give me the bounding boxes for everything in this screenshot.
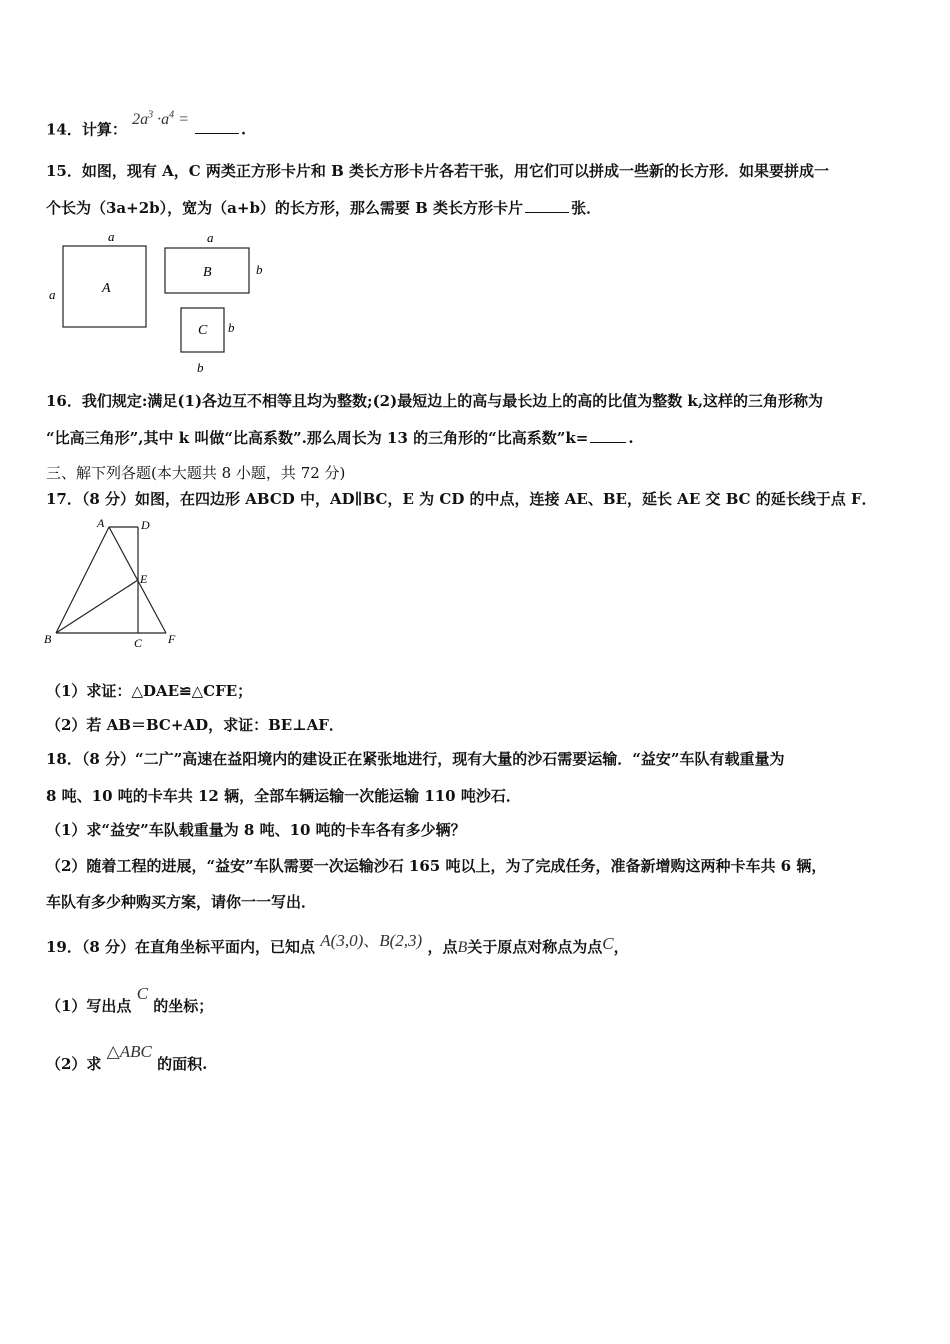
q19-part1-point-c: C bbox=[136, 984, 149, 1003]
card-b-label: B bbox=[203, 265, 212, 280]
q15-cards-figure bbox=[40, 226, 280, 378]
q18-line1: 18．（8 分）“二广”高速在益阳境内的建设正在紧张地进行，现有大量的沙石需要运输．“益安”车队有载重量为 bbox=[46, 750, 785, 768]
card-c-label: C bbox=[198, 323, 208, 338]
q14-label: 14．计算： bbox=[46, 120, 127, 139]
q14-expression: $2a^3 \cdot a^4$ = bbox=[132, 110, 189, 129]
q19-line1: 19．（8 分）在直角坐标平面内，已知点 A(3,0)、B(2,3) ，点B关于原点对称点为点C， bbox=[46, 931, 629, 956]
point-a-label: A bbox=[97, 516, 105, 530]
q15-line2: 个长为（3a+2b），宽为（a+b）的长方形，那么需要 B 类长方形卡片 张． bbox=[46, 199, 602, 217]
card-b-rectangle bbox=[165, 230, 263, 293]
card-a-square bbox=[49, 229, 146, 327]
q17-part2: （2）若 AB＝BC+AD，求证：BE⊥AF． bbox=[46, 716, 344, 734]
point-f-label: F bbox=[168, 632, 176, 646]
point-e-label: E bbox=[140, 572, 148, 586]
q19-part2: （2）求 △ABC 的面积. bbox=[46, 1042, 208, 1073]
card-b-top-side: a bbox=[207, 230, 214, 245]
card-a-label: A bbox=[102, 281, 111, 296]
q19-point-c: C bbox=[602, 934, 614, 953]
point-b-coord: B(2,3) bbox=[379, 931, 423, 950]
q16-answer-blank bbox=[590, 442, 626, 443]
card-a-top-side: a bbox=[108, 229, 115, 244]
q18-part2-line1: （2）随着工程的进展，“益安”车队需要一次运输沙石 165 吨以上，为了完成任务，准备新增购这两种卡车共 6 辆， bbox=[46, 857, 827, 875]
q18-line2: 8 吨、10 吨的卡车共 12 辆，全部车辆运输一次能运输 110 吨沙石． bbox=[46, 787, 521, 805]
q14-answer-blank bbox=[195, 133, 239, 134]
q17-quadrilateral-figure bbox=[40, 515, 190, 650]
q17-line1: 17．（8 分）如图，在四边形 ABCD 中，AD∥BC，E 为 CD 的中点，连接 AE、BE，延长 AE 交 BC 的延长线于点 F． bbox=[46, 490, 877, 508]
point-b-label: B bbox=[44, 632, 52, 646]
card-c-bottom-side: b bbox=[197, 360, 204, 375]
section-3-title: 三、解下列各题(本大题共 8 小题，共 72 分) bbox=[46, 464, 346, 482]
q18-part2-line2: 车队有多少种购买方案，请你一一写出． bbox=[46, 893, 317, 911]
point-a-coord: A(3,0) bbox=[320, 931, 364, 950]
q17-part1: （1）求证：△DAE≌△CFE； bbox=[46, 682, 253, 700]
card-c-right-side: b bbox=[228, 320, 235, 335]
q16-line1: 16．我们规定:满足(1)各边互不相等且均为整数;(2)最短边上的高与最长边上的高的比值为整数 k,这样的三角形称为 bbox=[46, 392, 824, 410]
card-a-left-side: a bbox=[49, 287, 56, 302]
q14-line: 14．计算： $2a^3 \cdot a^4$ = . bbox=[46, 110, 247, 139]
q19-triangle-abc: △ABC bbox=[106, 1042, 152, 1061]
q19-part1: （1）写出点 C 的坐标； bbox=[46, 984, 214, 1015]
q19-separator: 、 bbox=[363, 933, 380, 950]
q16-line2: “比高三角形”,其中 k 叫做“比高系数”.那么周长为 13 的三角形的“比高系数”k= . bbox=[46, 429, 634, 447]
card-c-square bbox=[181, 308, 235, 375]
card-b-right-side: b bbox=[256, 262, 263, 277]
point-d-label: D bbox=[141, 518, 150, 532]
q19-point-b: B bbox=[457, 939, 468, 956]
q18-part1: （1）求“益安”车队载重量为 8 吨、10 吨的卡车各有多少辆？ bbox=[46, 821, 466, 839]
q15-answer-blank bbox=[525, 212, 569, 213]
point-c-label: C bbox=[134, 636, 143, 650]
q15-line1: 15．如图，现有 A，C 两类正方形卡片和 B 类长方形卡片各若干张，用它们可以拼成一些新的长方形．如果要拼成一 bbox=[46, 162, 830, 180]
